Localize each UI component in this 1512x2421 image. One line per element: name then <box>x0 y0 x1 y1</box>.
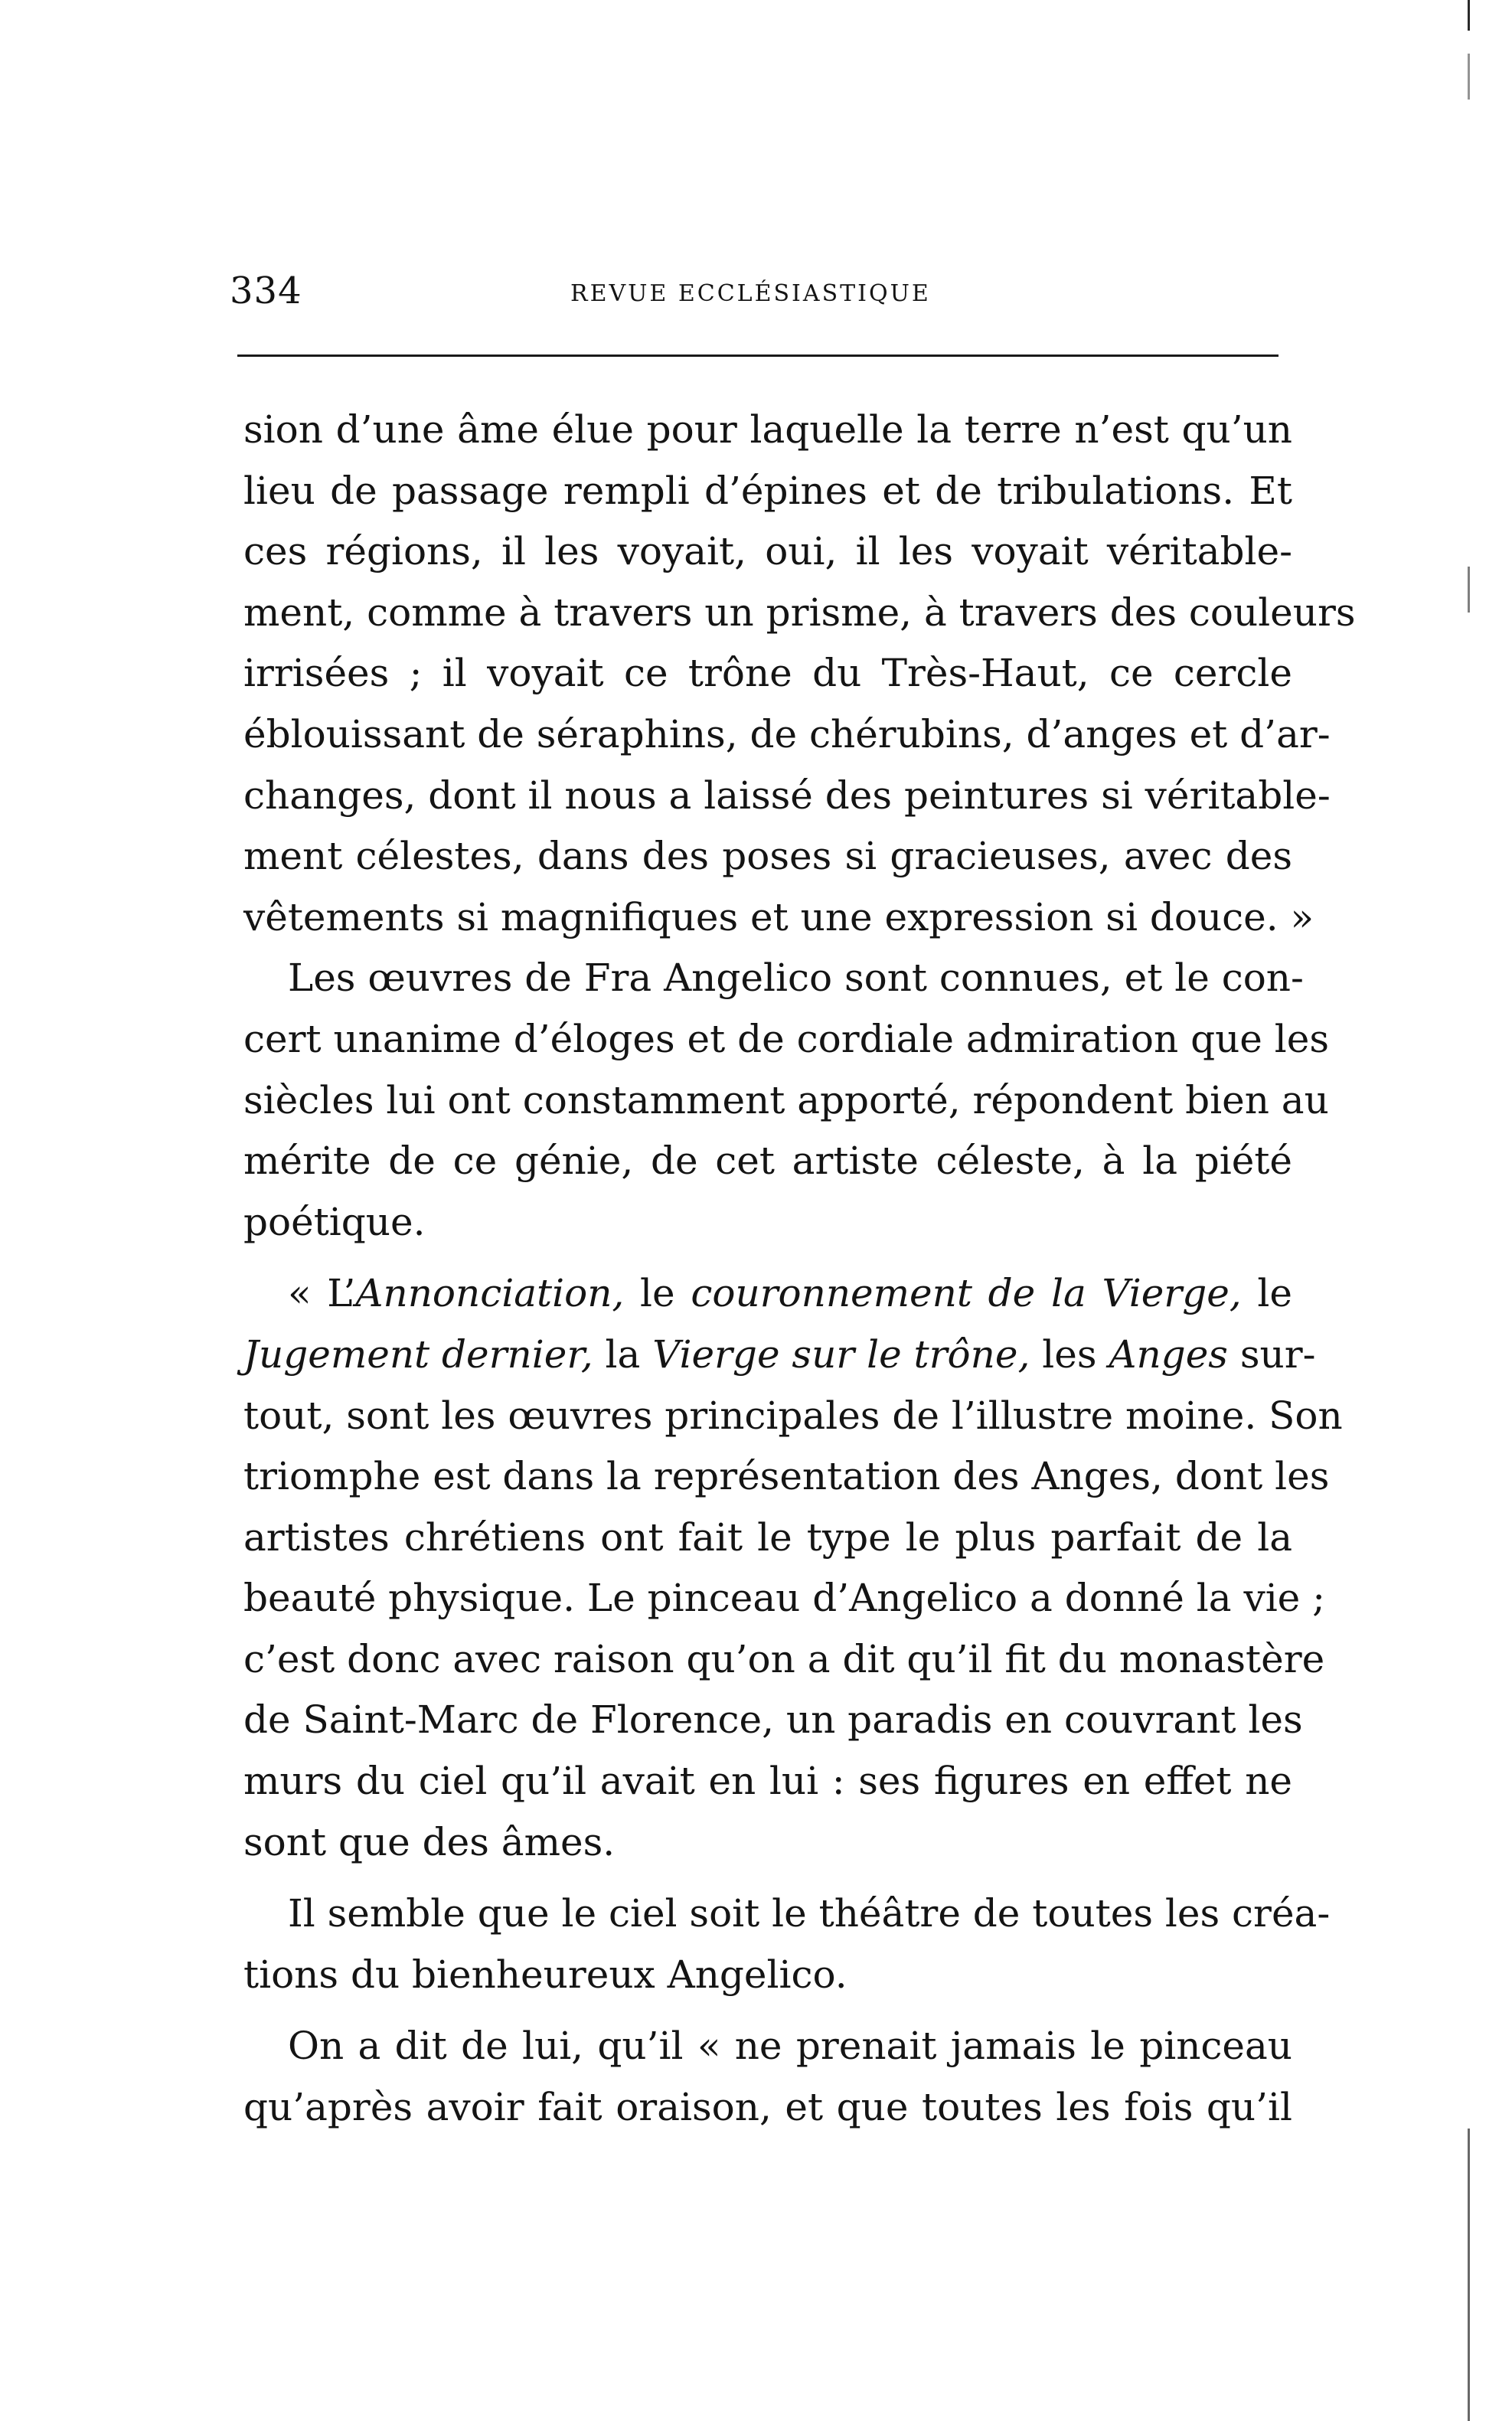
running-title: REVUE ECCLÉSIASTIQUE <box>570 280 931 307</box>
text-line <box>243 1508 1292 1569</box>
text-segment: le <box>624 1271 691 1316</box>
text-line: ces régions, il les voyait, oui, il les voyait véritable- <box>243 529 1292 574</box>
text-segment: la <box>593 1331 653 1377</box>
text-line <box>243 1386 1343 1447</box>
text-segment: murs du ciel qu’il avait en lui : ses figures en effet ne <box>243 1759 1292 1804</box>
text-line <box>243 1325 1316 1386</box>
text-line: tions du bienheureux Angelico. <box>243 1952 847 1997</box>
text-line <box>243 1263 1292 1325</box>
text-segment: « L’ <box>288 1271 356 1316</box>
text-line: irrisées ; il voyait ce trône du Très-Haut, ce cercle <box>243 651 1292 696</box>
text-line <box>243 1446 1330 1508</box>
header-rule <box>237 354 1279 357</box>
text-line: mérite de ce génie, de cet artiste céleste, à la piété <box>243 1139 1292 1184</box>
page-number: 334 <box>230 270 302 312</box>
text-segment: triomphe est dans la représentation des Anges, dont les <box>243 1454 1330 1499</box>
text-segment: le <box>1241 1271 1292 1316</box>
text-segment: de Saint-Marc de Florence, un paradis en couvrant les <box>243 1697 1303 1743</box>
text-segment: c’est donc avec raison qu’on a dit qu’il fit du monastère <box>243 1636 1325 1681</box>
body-text <box>243 400 1356 2138</box>
italic-title: Jugement dernier, <box>243 1331 593 1377</box>
text-line: siècles lui ont constamment apporté, répondent bien au <box>243 1077 1329 1122</box>
scan-edge-mark <box>1468 0 1470 31</box>
text-line: changes, dont il nous a laissé des peintures si véritable- <box>243 773 1331 818</box>
text-segment: sont que des âmes. <box>243 1819 616 1864</box>
text-line: cert unanime d’éloges et de cordiale admiration que les <box>243 1016 1330 1061</box>
text-segment: beauté physique. Le pinceau d’Angelico a donné la vie ; <box>243 1576 1326 1621</box>
italic-title: Anges <box>1109 1331 1228 1377</box>
text-line: lieu de passage rempli d’épines et de tribulations. Et <box>243 468 1292 513</box>
text-line: ment célestes, dans des poses si gracieuses, avec des <box>243 834 1292 879</box>
text-line <box>243 1568 1326 1629</box>
text-segment: tout, sont les œuvres principales de l’illustre moine. Son <box>243 1393 1343 1438</box>
text-line: qu’après avoir fait oraison, et que toutes les fois qu’il <box>243 2085 1292 2130</box>
scan-edge-mark <box>1468 54 1470 100</box>
text-line <box>243 1629 1325 1691</box>
italic-title: Annonciation, <box>355 1271 625 1316</box>
scan-edge-mark <box>1468 567 1470 613</box>
scan-edge-mark <box>1468 2129 1470 2421</box>
text-line: poétique. <box>243 1199 426 1244</box>
text-line <box>243 1690 1303 1751</box>
italic-title: Vierge sur le trône, <box>652 1331 1030 1377</box>
text-line <box>243 1751 1292 1812</box>
text-segment: les <box>1030 1331 1109 1377</box>
text-line <box>243 1812 1292 1874</box>
text-segment: sur- <box>1227 1331 1316 1377</box>
text-segment: artistes chrétiens ont fait le type le plus parfait de la <box>243 1514 1292 1560</box>
italic-title: couronnement de la Vierge, <box>691 1271 1242 1316</box>
text-line: sion d’une âme élue pour laquelle la terre n’est qu’un <box>243 407 1292 452</box>
running-header <box>230 268 1286 314</box>
text-line: Il semble que le ciel soit le théâtre de toutes les créa- <box>288 1891 1331 1936</box>
text-line: vêtements si magnifiques et une expression si douce. » <box>243 894 1314 939</box>
text-line: ment, comme à travers un prisme, à travers des couleurs <box>243 590 1356 635</box>
text-line: On a dit de lui, qu’il « ne prenait jamais le pinceau <box>288 2024 1292 2069</box>
text-line: Les œuvres de Fra Angelico sont connues, et le con- <box>288 956 1304 1001</box>
text-line: éblouissant de séraphins, de chérubins, d’anges et d’ar- <box>243 711 1331 756</box>
